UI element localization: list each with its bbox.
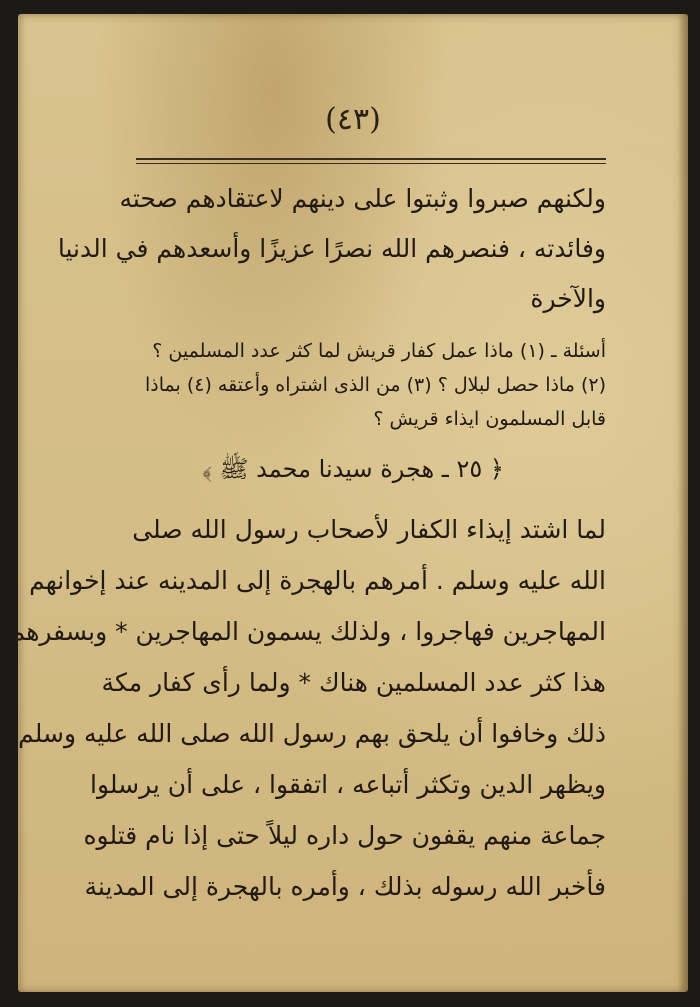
text-line: وفائدته ، فنصرهم الله نصرًا عزيزًا وأسعدهم في الدنيا <box>57 234 606 263</box>
page-edge-shadow <box>678 14 688 992</box>
paragraph-hijra <box>9 504 606 912</box>
book-page <box>9 14 688 992</box>
paragraph-continuation <box>57 174 606 324</box>
section-heading: ﴿ ٢٥ ـ هجرة سيدنا محمد ﷺ ﴾ <box>202 455 504 483</box>
header-rule <box>136 158 606 160</box>
text-line: والآخرة <box>530 284 606 313</box>
text-line: ولكنهم صبروا وثبتوا على دينهم لاعتقادهم صحته <box>119 184 606 213</box>
text-line: المهاجرين فهاجروا ، ولذلك يسمون المهاجرين * وبسفرهم <box>9 617 606 646</box>
question-line: (٢) ماذا حصل لبلال ؟ (٣) من الذى اشتراه وأعتقه (٤) بماذا <box>145 374 606 396</box>
text-line: ذلك وخافوا أن يلحق بهم رسول الله صلى الله عليه وسلم <box>18 719 606 748</box>
review-questions <box>118 334 606 436</box>
text-line: فأخبر الله رسوله بذلك ، وأمره بالهجرة إلى المدينة <box>84 872 606 901</box>
text-line: لما اشتد إيذاء الكفار لأصحاب رسول الله صلى <box>132 515 606 544</box>
question-line: أسئلة ـ (١) ماذا عمل كفار قريش لما كثر عدد المسلمين ؟ <box>152 340 606 362</box>
header-rule-thin <box>136 163 606 164</box>
text-line: هذا كثر عدد المسلمين هناك * ولما رأى كفار مكة <box>101 668 606 697</box>
question-line: قابل المسلمون ايذاء قريش ؟ <box>373 408 606 430</box>
text-line: ويظهر الدين وتكثر أتباعه ، اتفقوا ، على أن يرسلوا <box>90 770 606 799</box>
page-number: (٤٣) <box>325 102 381 137</box>
text-line: الله عليه وسلم . أمرهم بالهجرة إلى المدينه عند إخوانهم <box>29 566 606 595</box>
text-line: جماعة منهم يقفون حول داره ليلاً حتى إذا نام قتلوه <box>83 821 606 850</box>
